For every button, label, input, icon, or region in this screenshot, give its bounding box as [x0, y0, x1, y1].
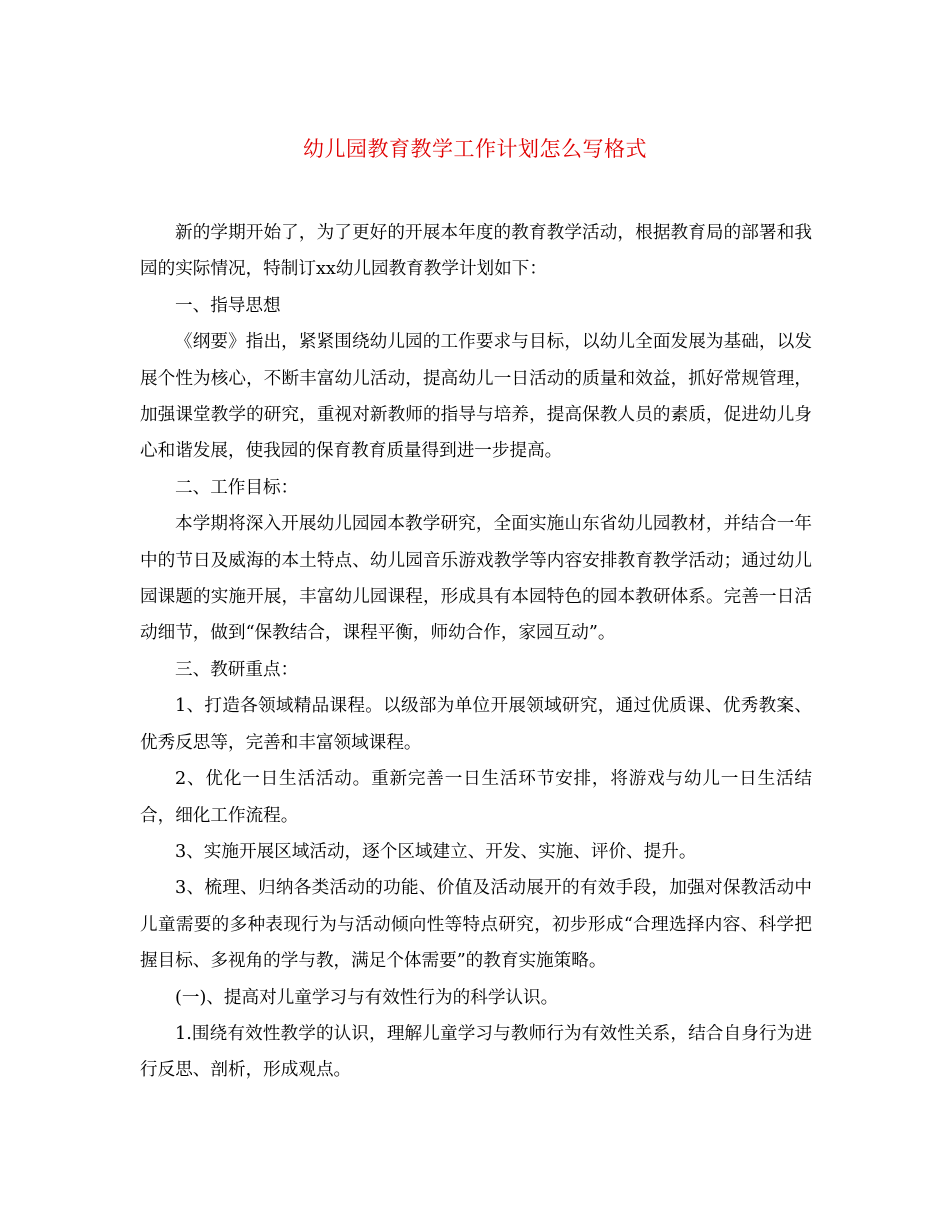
paragraph-focus-3a: 3、实施开展区域活动，逐个区域建立、开发、实施、评价、提升。 — [175, 841, 697, 862]
paragraph-focus-2: 2、优化一日生活活动。重新完善一日生活环节安排，将游戏与幼儿一日生活结合，细化工作流程。 — [140, 769, 812, 826]
document-body — [140, 215, 812, 1089]
paragraph-focus-3b: 3、梳理、归纳各类活动的功能、价值及活动展开的有效手段，加强对保教活动中儿童需要的多种表现行为与活动倾向性等特点研究，初步形成“合理选择内容、科学把握目标、多视角的学与教，满足个体需要”的教育实施策略。 — [140, 878, 812, 972]
paragraph-focus-1: 1、打造各领域精品课程。以级部为单位开展领域研究，通过优质课、优秀教案、优秀反思等，完善和丰富领域课程。 — [140, 696, 812, 753]
heading-research-focus: 三、教研重点： — [175, 659, 299, 680]
paragraph-work-goals: 本学期将深入开展幼儿园园本教学研究，全面实施山东省幼儿园教材，并结合一年中的节日及威海的本土特点、幼儿园音乐游戏教学等内容安排教育教学活动；通过幼儿园课题的实施开展，丰富幼儿园课程，形成具有本园特色的园本教研体系。完善一日活动细节，做到“保教结合，课程平衡，师幼合作，家园互动”。 — [140, 514, 812, 644]
heading-work-goals: 二、工作目标： — [175, 477, 299, 498]
paragraph-sub-1: 1.围绕有效性教学的认识，理解儿童学习与教师行为有效性关系，结合自身行为进行反思、剖析，形成观点。 — [140, 1023, 812, 1081]
paragraph-intro: 新的学期开始了，为了更好的开展本年度的教育教学活动，根据教育局的部署和我园的实际情况，特制订xx幼儿园教育教学计划如下： — [140, 223, 812, 280]
subheading-1: (一)、提高对儿童学习与有效性行为的科学认识。 — [175, 987, 559, 1008]
document-title: 幼儿园教育教学工作计划怎么写格式 — [303, 137, 647, 161]
heading-guiding-ideology: 一、指导思想 — [175, 295, 281, 316]
paragraph-guiding-ideology: 《纲要》指出，紧紧围绕幼儿园的工作要求与目标，以幼儿全面发展为基础，以发展个性为核心，不断丰富幼儿活动，提高幼儿一日活动的质量和效益，抓好常规管理，加强课堂教学的研究，重视对新教师的指导与培养，提高保教人员的素质，促进幼儿身心和谐发展，使我园的保育教育质量得到进一步提高。 — [140, 332, 812, 462]
